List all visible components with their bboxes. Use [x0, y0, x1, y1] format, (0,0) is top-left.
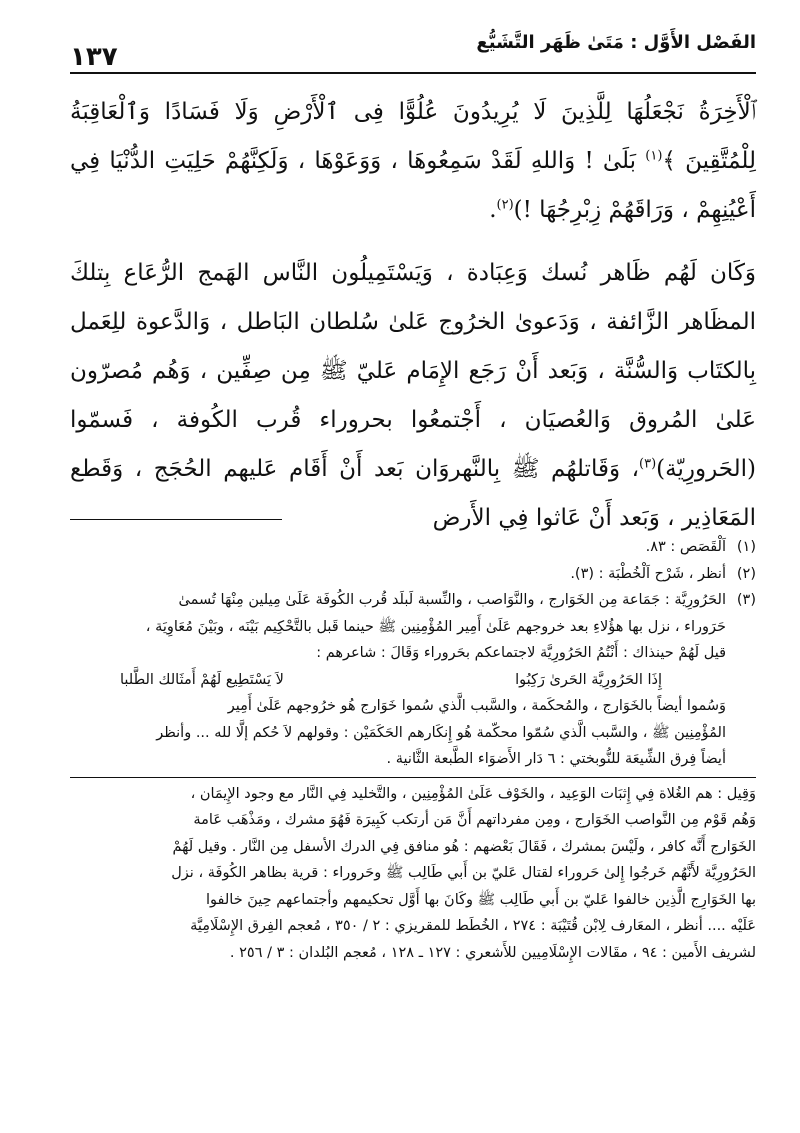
main-text [70, 88, 756, 543]
poem-verse [70, 667, 726, 694]
text-line: وَالسُّنَّة ، وَبَعد أَنْ رَجَع الإِمَام عَليّ ﷺ مِن صِفِّين ، وَهُم مُصرّون عَلىٰ المُروق [70, 358, 756, 433]
footnote-number: (٣) [736, 592, 756, 608]
footnote-text: اَلْقَصَص : ٨٣. [645, 539, 726, 555]
text-line: ﭐلْأَخِرَةُ نَجْعَلُهَا لِلَّذِينَ لَا يُرِيدُونَ عُلُوًّا فِى ٱلْأَرْضِ وَلَا فَسَادًا وَٱلْعَاقِبَةُ لِلْمُتَّقِينَ ﴾ [70, 99, 757, 174]
text-line: المظَاهر الزَّائفة ، وَدَعوىٰ الخرُوج عَلىٰ سُلطان البَاطل ، وَالدَّعوة للِعَمل بِالكتَاب [70, 309, 757, 384]
paragraph [70, 249, 756, 543]
footnote-line: الحَرُورِيَّة لأَنَّهُم خَرجُوا إِلىٰ حَروراء لقتال عَليّ بن أَبي طَالِب ﷺ وحَروراء : قرية بظاهر الكُوفَة ، نزل [171, 865, 756, 881]
text-line: زِبْرِجُهَا !) [513, 197, 602, 223]
running-title: الفَصْل الأَوَّل : مَتَىٰ ظَهَر التَّشَيُّع [476, 32, 756, 53]
footnote-ref: (١) [645, 148, 663, 164]
footnote-1 [70, 534, 756, 561]
footnote-line: وَسُموا أيضاً بالخَوَارج ، والمُحكَمة ، والسَّبب الَّذي سُموا خَوَارج هُو خرُوجهم عَلَىٰ أَمِير [227, 698, 726, 714]
footnote-line: وَهُم قَوْم مِن النَّواصب الخَوَارج ، ومِن مفرداتهم أَنَّ مَن أرتكب كَبِيرَة فَهُوَ مشرك ، ومَذْهَب عَامة [193, 812, 756, 828]
page-number: ١٣٧ [70, 42, 118, 72]
footnote-text: أنظر ، شَرْح اَلْخُطْبَة : (٣). [570, 565, 726, 582]
footnote-line: بها الخَوَارِج الَّذِين خالفوا عَليّ بن أَبي طَالِب ﷺ وكَانَ بها أَوَّل تحكيمهم وأجتماعهم حِينَ خالفوا [206, 891, 756, 908]
footnote-line: لشريف الأَمين : ٩٤ ، مقَالات الإِسْلَامِيين للأَشعري : ١٢٧ ـ ١٢٨ ، مُعجم البُلدان : ٣ / ٢٥٦ . [229, 944, 756, 961]
footnote-separator [70, 519, 282, 520]
text-line: وَكَان لَهُم ظَاهر نُسك وَعِبَادة ، وَيَسْتَمِيلُون النَّاس الهَمج الرُّعَاع بِتلكَ [70, 260, 756, 286]
header-rule [70, 72, 756, 74]
footnote-line [70, 587, 756, 614]
footnote-ref: (٢) [496, 197, 514, 213]
footnote-line: أيضاً فِرق الشِّيعَة للنُّوبختي : ٦ دَار الأَضوَاء الطَّبعة الثَّانية . [386, 751, 726, 767]
footnote-line: الخَوَارج أَنَّه كافر ، ولَيْسَ بمشرك ، فَقَالَ بَعْضهم : هُو منافق فِي الدرك الأسفل مِن النَّار . وقيل لَهُمْ [172, 838, 756, 855]
footnote-line: المُؤْمِنِين ﷺ ، والسَّبب الَّذي سُمّوا محكّمة هُو إِنكَارهم الحَكَمَيْن : وقولهم لاَ حُكم إلَّا لله ... وأنظر [156, 724, 726, 741]
text-line: ، وَقَاتلهُم ﷺ [511, 456, 640, 482]
poem-hemistich-1: إِذَا الحَرُورِيَّة الحَرىٰ رَكِبُوا [515, 671, 662, 688]
footnote-number: (١) [736, 539, 756, 555]
footnote-text: الحَرُورِيَّة : جَمَاعة مِن الخَوَارج ، والنَّوَاصب ، والنِّسبة لَبلَد قُرب الكُوفَة عَلَىٰ مِيلين مِنْهَا تُسمىٰ [178, 592, 726, 608]
period: . [489, 197, 497, 223]
footnote-line: حَرَوراء ، نزل بها هؤُلاءِ بعد خروجهم عَلَىٰ أَمِير المُؤْمِنِين ﷺ حينما قَبل بالتَّحْكِيم بَيْنَه ، وبَيْنَ مُعَاوِيَة ، [145, 618, 726, 635]
footnote-line: قيل لَهُمْ حينذاك : أَنْتُمُ الحَرُورِيَّة لاجتماعكم بحَروراء وَقَالَ : شاعرهم : [316, 645, 726, 661]
page-header [70, 32, 756, 72]
footnote-ref: (٣) [639, 456, 657, 472]
text-line: بَلَىٰ ! وَاللهِ لَقَدْ سَمِعُوهَا ، وَوَعَوْهَا ، وَلَكِنَّهُمْ حَلِيَتِ الدُّنْيَا فِي أَعْيُنِهِمْ ، وَرَاقَهُمْ [70, 148, 756, 223]
footnote-divider [70, 777, 756, 778]
footnote-line: وَقِيل : هم الغُلاة فِي إِثبَات الوَعِيد ، والخَوْف عَلَىٰ المُؤْمِنِين ، والتَّخليد فِي النَّار مع وجود الإِيمَان ، [190, 785, 756, 802]
text-line: بِالنَّهروَان بَعد أَنْ أَقَام عَليهم الحُجَج ، وَقَطع المَعَاذِير ، وَبَعد أَنْ عَاثوا فِي الأَرض [70, 456, 756, 531]
paragraph [70, 88, 756, 235]
text-line: وَالعُصيَان ، أَجْتمعُوا بحروراء قُرب الكُوفة ، فَسمّوا (الحَرورِيّة) [70, 407, 756, 482]
footnote-3 [70, 587, 756, 966]
footnote-2 [70, 561, 756, 588]
footnote-number: (٢) [736, 565, 756, 582]
poem-hemistich-2: لاَ يَسْتَطِيع لَهُمْ أَمثَالك الطَّلبا [120, 671, 284, 688]
footnotes [70, 534, 756, 966]
footnote-line: عَلَيْه .... أنظر ، المعَارف لِابْن قُتَيْبَة : ٢٧٤ ، الخُطَط للمقريزي : ٢ / ٣٥٠ ، مُعجم الفِرق الإِسْلَامِيَّة [190, 918, 756, 934]
